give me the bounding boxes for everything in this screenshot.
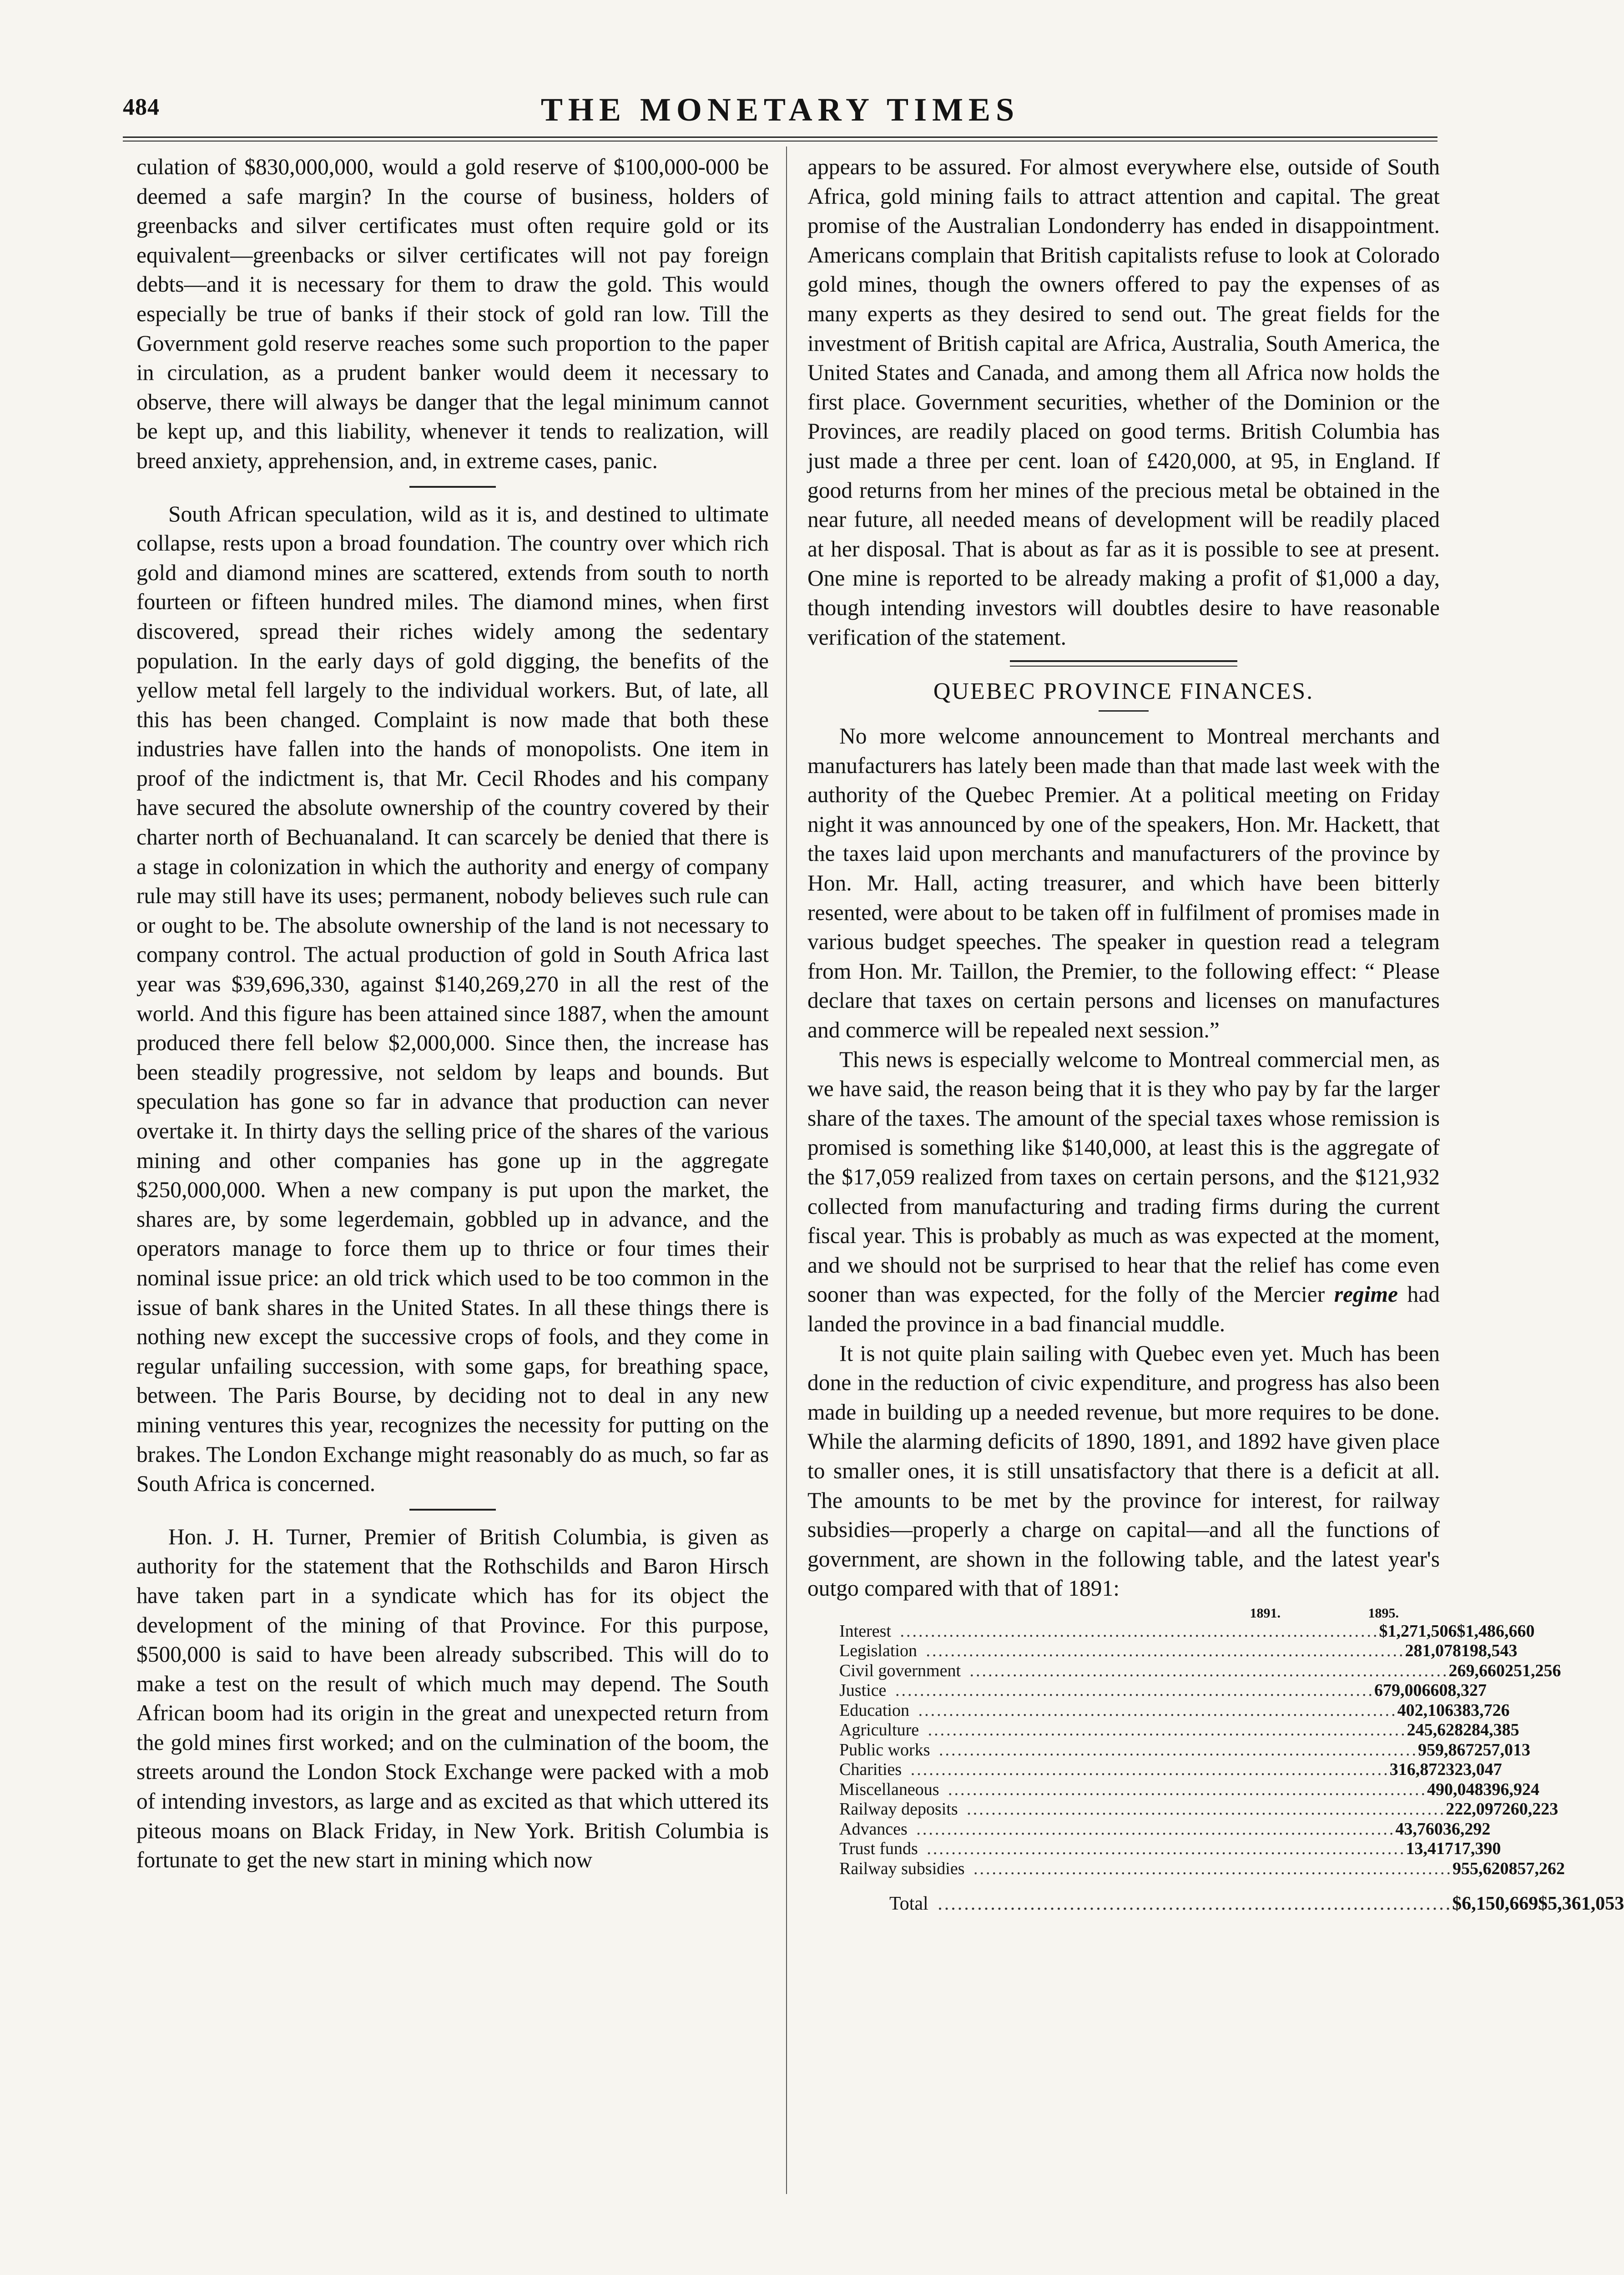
paragraph-quebec-taxes-end: had landed the province in a bad financial muddle.	[807, 1282, 1440, 1336]
table-row: Education .............................................................................. 402,106 383,726	[839, 1700, 1510, 1720]
table-row: Charities .............................................................................. 316,872 323,047	[839, 1760, 1502, 1780]
total-1895: $5,361,053	[1538, 1893, 1624, 1915]
table-row: Trust funds .............................................................................. 13,417 17,390	[839, 1839, 1501, 1859]
section-title: QUEBEC PROVINCE FINANCES.	[933, 678, 1314, 705]
row-label: Railway subsidies	[839, 1859, 967, 1878]
row-label: Justice	[839, 1681, 889, 1700]
table-header-1891: 1891.	[1250, 1605, 1281, 1621]
row-label: Public works	[839, 1740, 933, 1759]
row-value-1895: 396,924	[1483, 1780, 1540, 1799]
row-label: Miscellaneous	[839, 1780, 942, 1799]
paragraph-quebec-announcement: No more welcome announcement to Montreal merchants and manufacturers has lately been made than that made last week with the authority of the Quebec Premier. At a political meeting on Friday night it was announced by one of the speakers, Hon. Mr. Hackett, that the taxes laid upon merchants and manufacturers of the province by Hon. Mr. Hall, acting treasurer, and which have been bitterly resented, were about to be taken off in fulfilment of promises made in various budget speeches. The speaker in question read a telegram from Hon. Mr. Taillon, the Premier, to the following effect: “ Please declare that taxes on certain persons and licenses on manufactures and commerce will be repealed next session.”	[807, 723, 1440, 1043]
table-row: Railway subsidies .............................................................................. 955,620 857,262	[839, 1859, 1565, 1878]
total-1891: $6,150,669	[1452, 1893, 1538, 1915]
column-divider	[786, 147, 787, 2194]
row-value-1895: 383,726	[1453, 1700, 1510, 1720]
row-label: Education	[839, 1701, 912, 1720]
row-value-1895: 257,013	[1474, 1740, 1530, 1759]
table-row: Advances .............................................................................. 43,760 36,292	[839, 1819, 1491, 1839]
italic-regime: regime	[1334, 1282, 1398, 1307]
paragraph-gold-reserve: culation of $830,000,000, would a gold reserve of $100,000-000 be deemed a safe margin? In the course of business, holders of greenbacks and silver certificates must often require gold or its equivalent—greenbacks or silver certificates will not pay foreign debts—and it is necessary for them to draw the gold. This would especially be true of banks if their stock of gold ran low. Till the Government gold reserve reaches some such proportion to the paper in circulation, as a prudent banker would deem it necessary to observe, there will always be danger that the legal minimum cannot be kept up, and this liability, whenever it tends to realization, will breed anxiety, apprehension, and, in extreme cases, panic.	[136, 154, 769, 473]
row-value-1895: 608,327	[1430, 1681, 1487, 1700]
row-value-1891: 402,106	[1397, 1700, 1454, 1720]
table-row: Legislation .............................................................................. 281,078 198,543	[839, 1641, 1518, 1661]
row-value-1891: 245,628	[1407, 1720, 1463, 1740]
paragraph-south-african-speculation: South African speculation, wild as it is, and destined to ultimate collapse, rests upon a broad foundation. The country over which rich gold and diamond mines are scattered, extends from south to north fourteen or fifteen hundred miles. The diamond mines, when first discovered, spread their riches widely among the sedentary population. In the early days of gold digging, the benefits of the yellow metal fell largely to the individual workers. But, of late, all this has been changed. Complaint is now made that both these industries have fallen into the hands of monopolists. One item in proof of the indictment is, that Mr. Cecil Rhodes and his company have secured the absolute ownership of the country covered by their charter north of Bechuanaland. It can scarcely be denied that there is a stage in colonization in which the authority and energy of company rule may still have its uses; permanent, nobody believes such rule can or ought to be. The absolute ownership of the land is not necessary to company control. The actual production of gold in South Africa last year was $39,696,330, against $140,269,270 in all the rest of the world. And this figure has been attained since 1887, when the amount produced there fell below $2,000,000. Since then, the increase has been steadily progressive, not seldom by leaps and bounds. But speculation has gone so far in advance that production can never overtake it. In thirty days the selling price of the shares of the various mining and other companies has gone up in the aggregate $250,000,000. When a new company is put upon the market, the shares are, by some legerdemain, gobbled up in advance, and the operators manage to force them up to thrice or four times their nominal issue price: an old trick which used to be too common in the issue of bank shares in the United States. In all these things there is nothing new except the successive crops of fools, and they come in regular unfailing succession, with some gaps, for breathing space, between. The Paris Bourse, by deciding not to deal in any new mining ventures this year, recognizes the necessity for putting on the brakes. The London Exchange might reasonably do as much, so far as South Africa is concerned.	[136, 501, 769, 1496]
title-underline	[1099, 710, 1149, 712]
paragraph-quebec-taxes	[807, 1045, 1440, 1339]
table-row: Miscellaneous .............................................................................. 490,048 396,924	[839, 1780, 1540, 1799]
total-label: Total	[889, 1893, 931, 1914]
row-label: Legislation	[839, 1641, 920, 1660]
table-row: Justice .............................................................................. 679,006 608,327	[839, 1681, 1487, 1700]
header-rule-bottom	[123, 141, 1437, 142]
right-column	[807, 152, 1624, 1915]
row-label: Advances	[839, 1820, 910, 1839]
row-value-1891: 269,660	[1448, 1661, 1505, 1680]
paragraph-quebec-deficits: It is not quite plain sailing with Quebec even yet. Much has been done in the reduction of civic expenditure, and progress has also been made in building up a needed revenue, but more requires to be done. While the alarming deficits of 1890, 1891, and 1892 have given place to smaller ones, it is still unsatisfactory that there is a deficit at all. The amounts to be met by the province for interest, for railway subsidies—properly a charge on capital—and all the functions of government, are shown in the following table, and the latest year's outgo compared with that of 1891:	[807, 1340, 1440, 1601]
row-value-1895: 260,223	[1502, 1800, 1558, 1819]
row-value-1895: 857,262	[1508, 1859, 1565, 1878]
page-header	[123, 91, 1437, 132]
row-value-1895: 323,047	[1446, 1760, 1502, 1780]
section-separator	[409, 486, 496, 488]
row-value-1895: 198,543	[1461, 1641, 1518, 1661]
row-label: Civil government	[839, 1661, 963, 1680]
row-label: Interest	[839, 1622, 894, 1641]
row-value-1891: 959,867	[1418, 1740, 1474, 1759]
row-value-1895: $1,486,660	[1457, 1621, 1535, 1641]
paragraph-quebec-taxes-text: This news is especially welcome to Montreal commercial men, as we have said, the reason being that it is they who pay by far the larger share of the taxes. The amount of the special taxes whose remission is promised is something like $140,000, at least this is the aggregate of the $17,059 realized from taxes on certain persons, and the $121,932 collected from manufacturing and trading firms during the current fiscal year. This is probably as much as was expected at the moment, and we should not be surprised to hear that the relief has come even sooner than was expected, for the folly of the Mercier	[807, 1046, 1440, 1307]
row-value-1891: 955,620	[1452, 1859, 1509, 1878]
row-value-1895: 251,256	[1505, 1661, 1561, 1680]
table-row: Railway deposits .............................................................................. 222,097 260,223	[839, 1800, 1558, 1819]
row-value-1891: 281,078	[1405, 1641, 1461, 1661]
row-value-1891: 13,417	[1406, 1839, 1453, 1859]
table-row: Agriculture .............................................................................. 245,628 284,385	[839, 1720, 1519, 1740]
table-row: Civil government .............................................................................. 269,660 251,256	[839, 1661, 1561, 1680]
row-label: Charities	[839, 1760, 904, 1779]
row-value-1891: 222,097	[1446, 1800, 1502, 1819]
row-value-1895: 284,385	[1463, 1720, 1519, 1740]
row-value-1891: 316,872	[1389, 1760, 1446, 1780]
table-row: Public works .............................................................................. 959,867 257,013	[839, 1740, 1530, 1759]
table-header-1895: 1895.	[1368, 1605, 1399, 1621]
section-separator	[409, 1509, 496, 1511]
table-header-row	[839, 1605, 1399, 1622]
row-value-1895: 17,390	[1453, 1839, 1501, 1859]
table-total-row: Total .............................................................................. $6,150,669 $5,361,053	[889, 1893, 1624, 1915]
expenditure-table	[839, 1605, 1624, 1915]
row-value-1891: 679,006	[1374, 1681, 1431, 1700]
left-column	[136, 152, 769, 1875]
row-label: Agriculture	[839, 1720, 922, 1739]
table-row: Interest .............................................................................. $1,271,506 $1,486,660	[839, 1621, 1535, 1641]
row-value-1891: 490,048	[1427, 1780, 1483, 1799]
row-label: Trust funds	[839, 1839, 921, 1858]
row-label: Railway deposits	[839, 1800, 961, 1819]
section-double-rule	[1010, 660, 1237, 667]
paragraph-gold-mining-investment: appears to be assured. For almost everywhere else, outside of South Africa, gold mining fails to attract attention and capital. The great promise of the Australian Londonderry has ended in disappointment. Americans complain that British capitalists refuse to look at Colorado gold mines, though the owners offered to pay the expenses of as many experts as they desired to send out. The great fields for the investment of British capital are Africa, Australia, South America, the United States and Canada, and among them all Africa now holds the first place. Government securities, whether of the Dominion or the Provinces, are readily placed on good terms. British Columbia has just made a three per cent. loan of £420,000, at 95, in England. If good returns from her mines of the precious metal be obtained in the near future, all needed means of development will be readily placed at her disposal. That is about as far as it is possible to see at present. One mine is reported to be already making a profit of $1,000 a day, though intending investors will doubtles desire to have reasonable verification of the statement.	[807, 154, 1440, 650]
row-value-1891: $1,271,506	[1379, 1621, 1457, 1641]
header-rule-top	[123, 136, 1437, 138]
paragraph-british-columbia-mining: Hon. J. H. Turner, Premier of British Columbia, is given as authority for the statement that the Rothschilds and Baron Hirsch have taken part in a syndicate which has for its object the development of the mining of that Province. For this purpose, $500,000 is said to have been already subscribed. This will do to make a test on the result of which much may depend. The South African boom had its origin in the great and unexpected return from the gold mines first worked; and on the culmination of the boom, the streets around the London Stock Exchange were packed with a mob of intending investors, as large and as excited as that which uttered its piteous moans on Black Friday, in New York. British Columbia is fortunate to get the new start in mining which now	[136, 1524, 769, 1873]
row-value-1891: 43,760	[1395, 1819, 1443, 1839]
row-value-1895: 36,292	[1442, 1819, 1491, 1839]
page-number: 484	[123, 94, 160, 120]
masthead-title: THE MONETARY TIMES	[540, 91, 1020, 128]
